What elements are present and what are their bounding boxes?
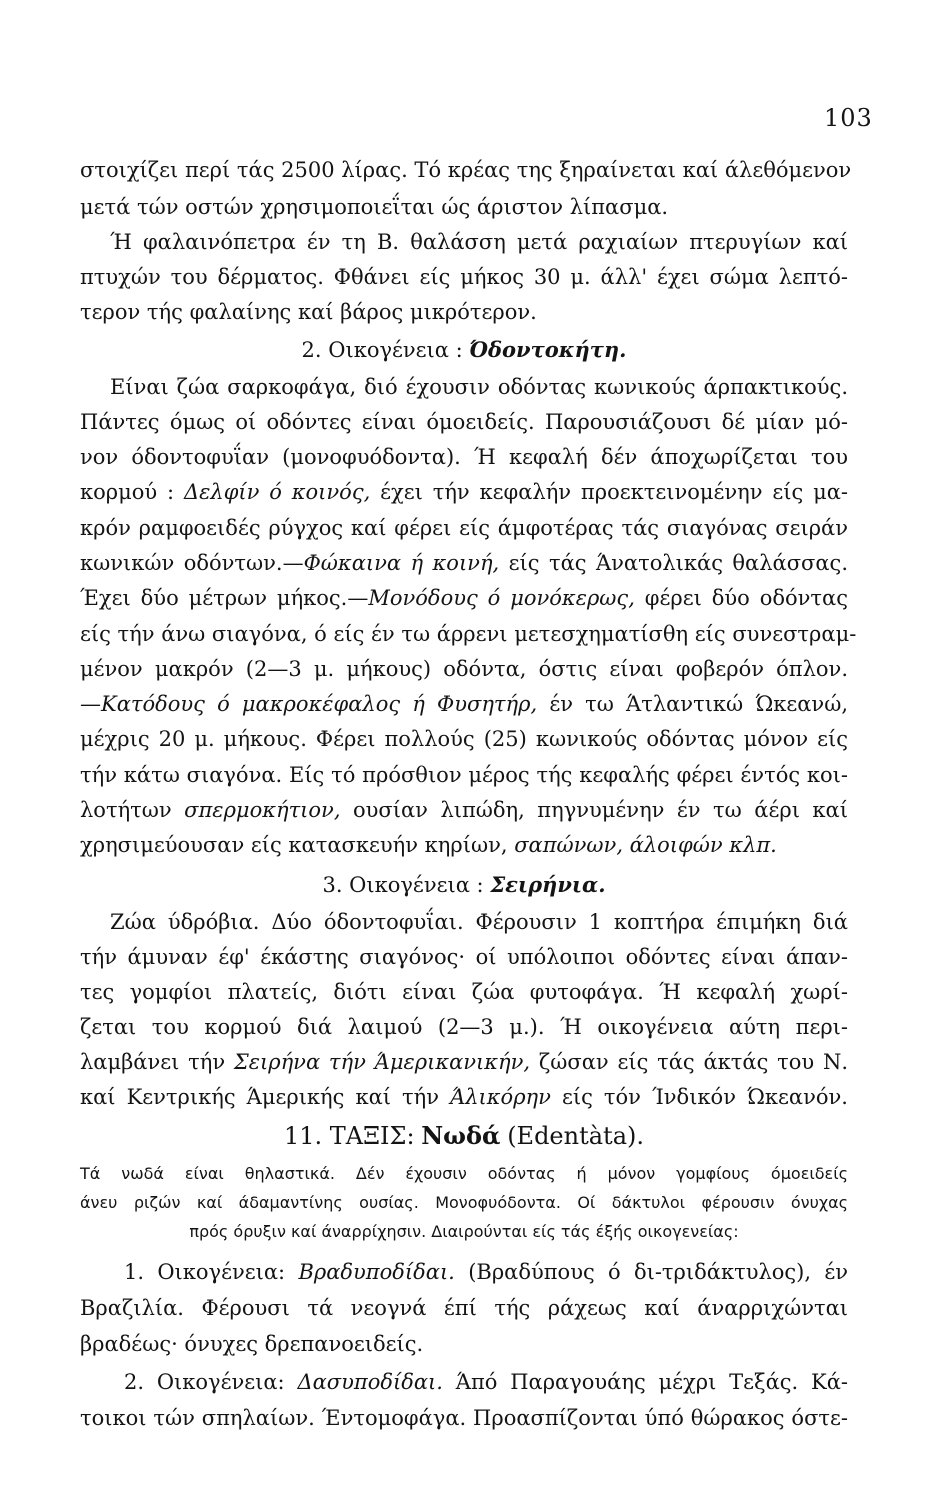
text-span: φέρει δύο οδόντας [644, 586, 848, 610]
text-line: τήν κάτω σιαγόνα. Είς τό πρόσθιον μέρος τής κεφαλής φέρει έντός κοι- [80, 763, 848, 787]
species-name: Σειρήνα τήν Άμερικανικήν, [233, 1050, 531, 1074]
text-line [80, 1087, 848, 1108]
text-span: Έχει δύο μέτρων μήκος.— [80, 586, 369, 610]
text-line [80, 1052, 848, 1073]
text-line: νον όδοντοφυΐαν (μονοφυόδοντα). Ή κεφαλή δέν άποχωρίζεται του [80, 445, 848, 469]
species-name: —Κατόδους ό μακροκέφαλος ή Φυσητήρ, [80, 692, 538, 716]
text-span: είς τάς Άνατολικάς θαλάσσας. [508, 551, 848, 575]
text-line [124, 1372, 848, 1393]
text-line [80, 482, 848, 503]
heading-label: 3. Οικογένεια : [322, 873, 484, 897]
text-line: κρόν ραμφοειδές ρύγχος καί φέρει είς άμφοτέρας τάς σιαγόνας σειράν [80, 516, 848, 540]
text-span: λοτήτων [80, 798, 172, 822]
term: σπερμοκήτιον, [184, 798, 341, 822]
text-span: κορμού : [80, 480, 175, 504]
text-span: καί Κεντρικής Άμερικής καί τήν [80, 1085, 440, 1109]
section-heading [80, 339, 848, 361]
text-line: στοιχίζει περί τάς 2500 λίρας. Τό κρέας της ξηραίνεται καί άλεθόμενον [80, 158, 852, 182]
text-span: 2. Οικογένεια: [124, 1370, 285, 1394]
text-line [80, 835, 848, 856]
species-name: Φώκαινα ή κοινή, [303, 551, 500, 575]
family-name: Δασυποδίδαι. [297, 1370, 443, 1394]
text-line: Βραζιλία. Φέρουσι τά νεογνά έπί τής ράχεως καί άναρριχώνται [80, 1296, 848, 1320]
text-line: είς τήν άνω σιαγόνα, ό είς έν τω άρρενι μετεσχηματίσθη είς συνεστραμ- [80, 622, 857, 646]
text-line: τοικοι τών σπηλαίων. Έντομοφάγα. Προασπίζονται ύπό θώρακος όστε- [80, 1406, 848, 1430]
text-line [124, 1262, 848, 1283]
text-span: κωνικών οδόντων.— [80, 551, 304, 575]
text-span: ουσίαν λιπώδη, πηγνυμένην έν τω άέρι καί [353, 798, 848, 822]
species-name: Άλικόρην [450, 1085, 551, 1109]
text-line: τες γομφίοι πλατείς, διότι είναι ζώα φυτοφάγα. Ή κεφαλή χωρί- [80, 980, 848, 1004]
text-span: έχει τήν κεφαλήν προεκτεινομένην είς μα- [380, 480, 848, 504]
term: σαπώνων, άλοιφών κλπ. [514, 833, 777, 857]
page-number: 103 [824, 104, 873, 132]
section-heading [80, 874, 848, 896]
text-line: πτυχών του δέρματος. Φθάνει είς μήκος 30 μ. άλλ' έχει σώμα λεπτό- [80, 265, 848, 289]
order-label: 11. ΤΑΞΙΣ: [283, 1122, 415, 1150]
text-line: τήν άμυναν έφ' έκάστης σιαγόνος· οί υπόλοιποι οδόντες είναι άπαν- [80, 945, 848, 969]
text-span: χρησιμεύουσαν είς κατασκευήν κηρίων, [80, 833, 508, 857]
small-text-line: Τά νωδά είναι θηλαστικά. Δέν έχουσιν οδόντας ή μόνον γομφίους όμοειδείς [80, 1164, 848, 1183]
text-line: Πάντες όμως οί οδόντες είναι όμοειδείς. Παρουσιάζουσι δέ μίαν μό- [80, 410, 848, 434]
heading-label: 2. Οικογένεια : [301, 338, 463, 362]
text-line: ζεται του κορμού διά λαιμού (2—3 μ.). Ή οικογένεια αύτη περι- [80, 1015, 848, 1039]
text-span: 1. Οικογένεια: [124, 1260, 286, 1284]
text-line [80, 800, 848, 821]
text-line: βραδέως· όνυχες δρεπανοειδείς. [80, 1332, 424, 1356]
order-name: Νωδά [421, 1121, 501, 1150]
text-line: τερον τής φαλαίνης καί βάρος μικρότερον. [80, 300, 537, 324]
order-latin: (Edentàta). [507, 1122, 644, 1150]
text-line: μέχρις 20 μ. μήκους. Φέρει πολλούς (25) κωνικούς οδόντας μόνον είς [80, 727, 848, 751]
species-name: Μονόδους ό μονόκερως, [368, 586, 635, 610]
heading-name: Όδοντοκήτη. [469, 337, 627, 362]
text-span: Άπό Παραγουάης μέχρι Τεξάς. Κά- [455, 1370, 848, 1394]
text-line: Είναι ζώα σαρκοφάγα, διό έχουσιν οδόντας κωνικούς άρπακτικούς. [110, 375, 848, 399]
text-span: ζώσαν είς τάς άκτάς του Ν. [538, 1050, 849, 1074]
text-span: έν τω Άτλαντικώ Ώκεανώ, [549, 692, 848, 716]
text-line: μετά τών οστών χρησιμοποιεΐται ώς άριστον λίπασμα. [80, 195, 669, 219]
family-name: Βραδυποδίδαι. [298, 1260, 455, 1284]
text-span: (Βραδύπους ό δι-τριδάκτυλος), έν [468, 1260, 848, 1284]
text-line: Ή φαλαινόπετρα έν τη Β. θαλάσση μετά ραχιαίων πτερυγίων καί [110, 230, 848, 254]
text-span: είς τόν Ίνδικόν Ώκεανόν. [561, 1085, 848, 1109]
heading-name: Σειρήνια. [490, 872, 606, 897]
small-text-line: πρός όρυξιν καί άναρρίχησιν. Διαιρούνται είς τάς έξής οικογενείας: [189, 1222, 739, 1241]
text-line [80, 588, 848, 609]
small-text-line: άνευ ριζών καί άδαμαντίνης ουσίας. Μονοφυόδοντα. Οί δάκτυλοι φέρουσιν όνυχας [80, 1193, 848, 1212]
text-span: λαμβάνει τήν [80, 1050, 226, 1074]
text-line [80, 553, 848, 574]
species-name: Δελφίν ό κοινός, [183, 480, 371, 504]
text-line: Ζώα ύδρόβια. Δύο όδοντοφυΐαι. Φέρουσιν 1 κοπτήρα έπιμήκη διά [110, 910, 848, 934]
text-line [80, 694, 848, 715]
text-line: μένον μακρόν (2—3 μ. μήκους) οδόντα, όστις είναι φοβερόν όπλον. [80, 657, 848, 681]
order-heading [80, 1121, 848, 1150]
